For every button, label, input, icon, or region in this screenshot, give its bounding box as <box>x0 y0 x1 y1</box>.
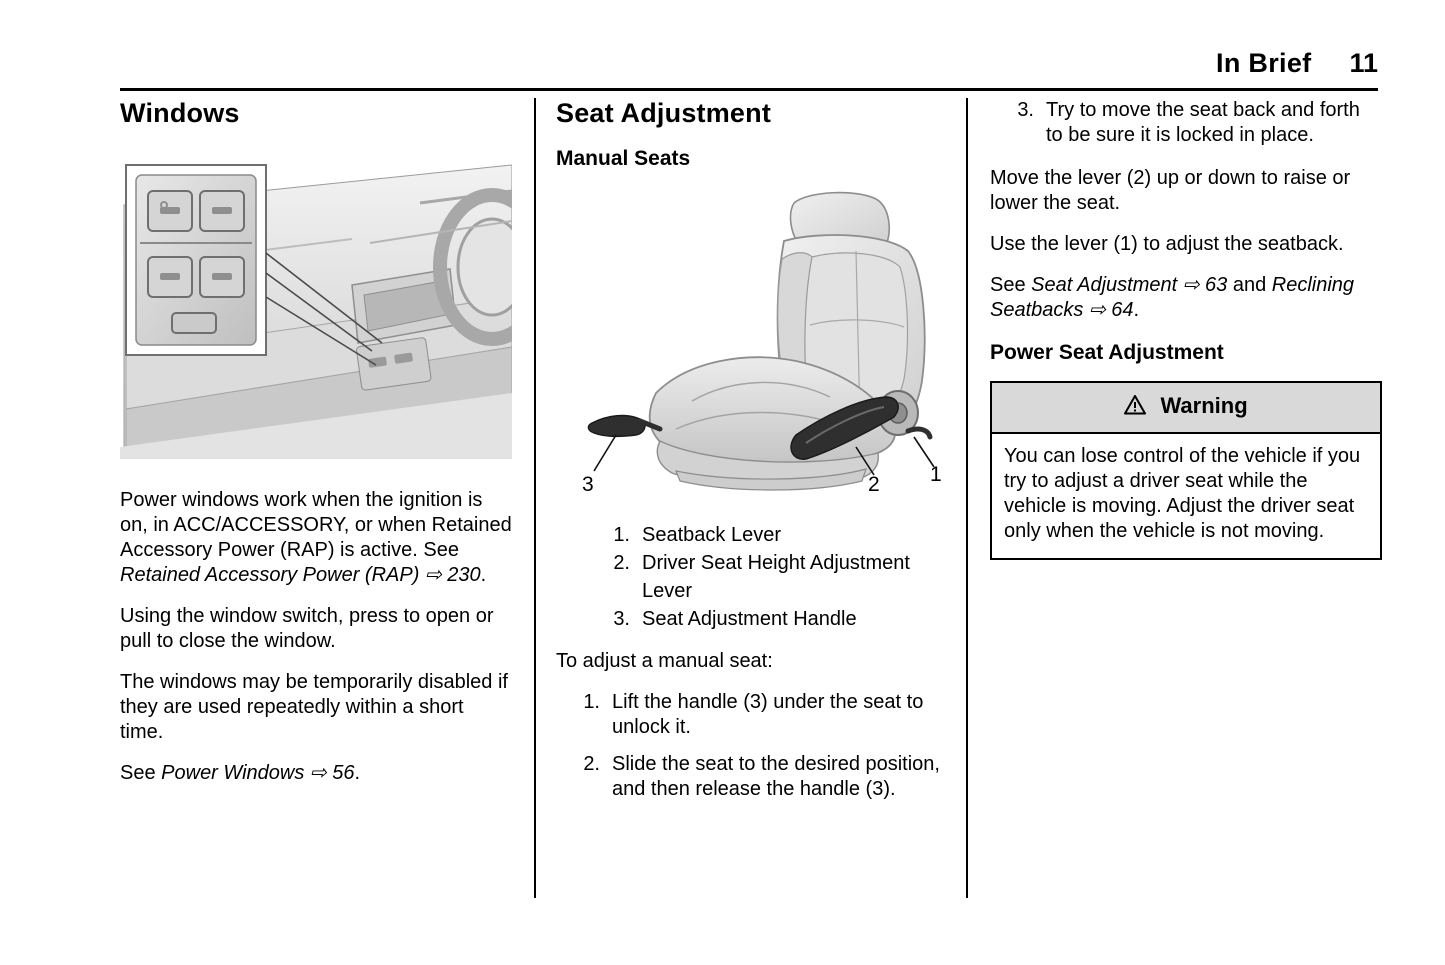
column-windows <box>120 98 512 802</box>
svg-text:1: 1 <box>930 463 942 486</box>
column-divider-2 <box>966 98 968 898</box>
manual-seat-intro: To adjust a manual seat: <box>556 650 773 672</box>
step-number: 2. <box>583 753 600 775</box>
legend-item-number: 1. <box>613 524 630 546</box>
legend-item-label: Seat Adjustment Handle <box>642 608 857 630</box>
warning-triangle-icon <box>1124 395 1146 421</box>
step-number: 1. <box>583 691 600 713</box>
window-switch-panel-illustration <box>120 147 512 472</box>
step-text: Slide the seat to the desired position, and then release the handle (3). <box>612 753 940 800</box>
legend-item-label: Driver Seat Height Adjustment Lever <box>642 552 910 602</box>
step-number: 3. <box>1017 99 1034 121</box>
column-seat-adjustment <box>556 98 948 818</box>
page-header <box>120 48 1378 79</box>
page-title: In Brief <box>1216 48 1312 78</box>
step-item <box>556 752 948 802</box>
page-number: 11 <box>1349 48 1378 78</box>
legend-item-number: 2. <box>613 552 630 574</box>
warning-text: You can lose control of the vehicle if you try to adjust a driver seat while the vehicle is moving. Adjust the driver seat only when the vehicle is not moving. <box>1004 445 1361 542</box>
paragraph-lever-two: Move the lever (2) up or down to raise or lower the seat. <box>990 167 1351 214</box>
manual-seat-steps-continued <box>990 98 1382 148</box>
paragraph-lever-one: Use the lever (1) to adjust the seatback. <box>990 233 1344 255</box>
svg-text:2: 2 <box>868 473 880 496</box>
legend-item <box>556 605 948 633</box>
header-rule <box>120 88 1378 91</box>
section-heading-windows: Windows <box>120 98 240 128</box>
step-item <box>556 690 948 740</box>
manual-seat-illustration <box>556 185 948 505</box>
section-heading-seat-adjustment: Seat Adjustment <box>556 98 772 128</box>
paragraph-window-switch: Using the window switch, press to open or pull to close the window. <box>120 605 494 652</box>
paragraph-power-windows: Power windows work when the ignition is on, in ACC/ACCESSORY, or when Retained Accessory Power (RAP) is active. See Retained Accessory Power (RAP) ⇨ 230. <box>120 489 512 586</box>
warning-header <box>992 383 1380 434</box>
legend-item-number: 3. <box>613 608 630 630</box>
subheading-power-seat-adjustment: Power Seat Adjustment <box>990 341 1224 364</box>
legend-item-label: Seatback Lever <box>642 524 781 546</box>
column-power-seat <box>990 98 1382 560</box>
step-text: Try to move the seat back and forth to be sure it is locked in place. <box>1046 99 1360 146</box>
subheading-manual-seats: Manual Seats <box>556 147 691 170</box>
step-item <box>990 98 1382 148</box>
see-power-windows-reference: See Power Windows ⇨ 56. <box>120 762 361 784</box>
manual-seat-steps <box>556 690 948 802</box>
legend-item <box>556 521 948 549</box>
column-divider-1 <box>534 98 536 898</box>
seat-callout-legend <box>556 521 948 633</box>
paragraph-window-disable: The windows may be temporarily disabled if they are used repeatedly within a short time. <box>120 671 508 743</box>
see-seat-adjustment-reference: See Seat Adjustment ⇨ 63 and Reclining Seatbacks ⇨ 64. <box>990 274 1355 321</box>
legend-item <box>556 549 948 605</box>
warning-title: Warning <box>1160 393 1248 418</box>
step-text: Lift the handle (3) under the seat to unlock it. <box>612 691 924 738</box>
svg-text:3: 3 <box>582 473 594 496</box>
warning-box <box>990 381 1382 560</box>
